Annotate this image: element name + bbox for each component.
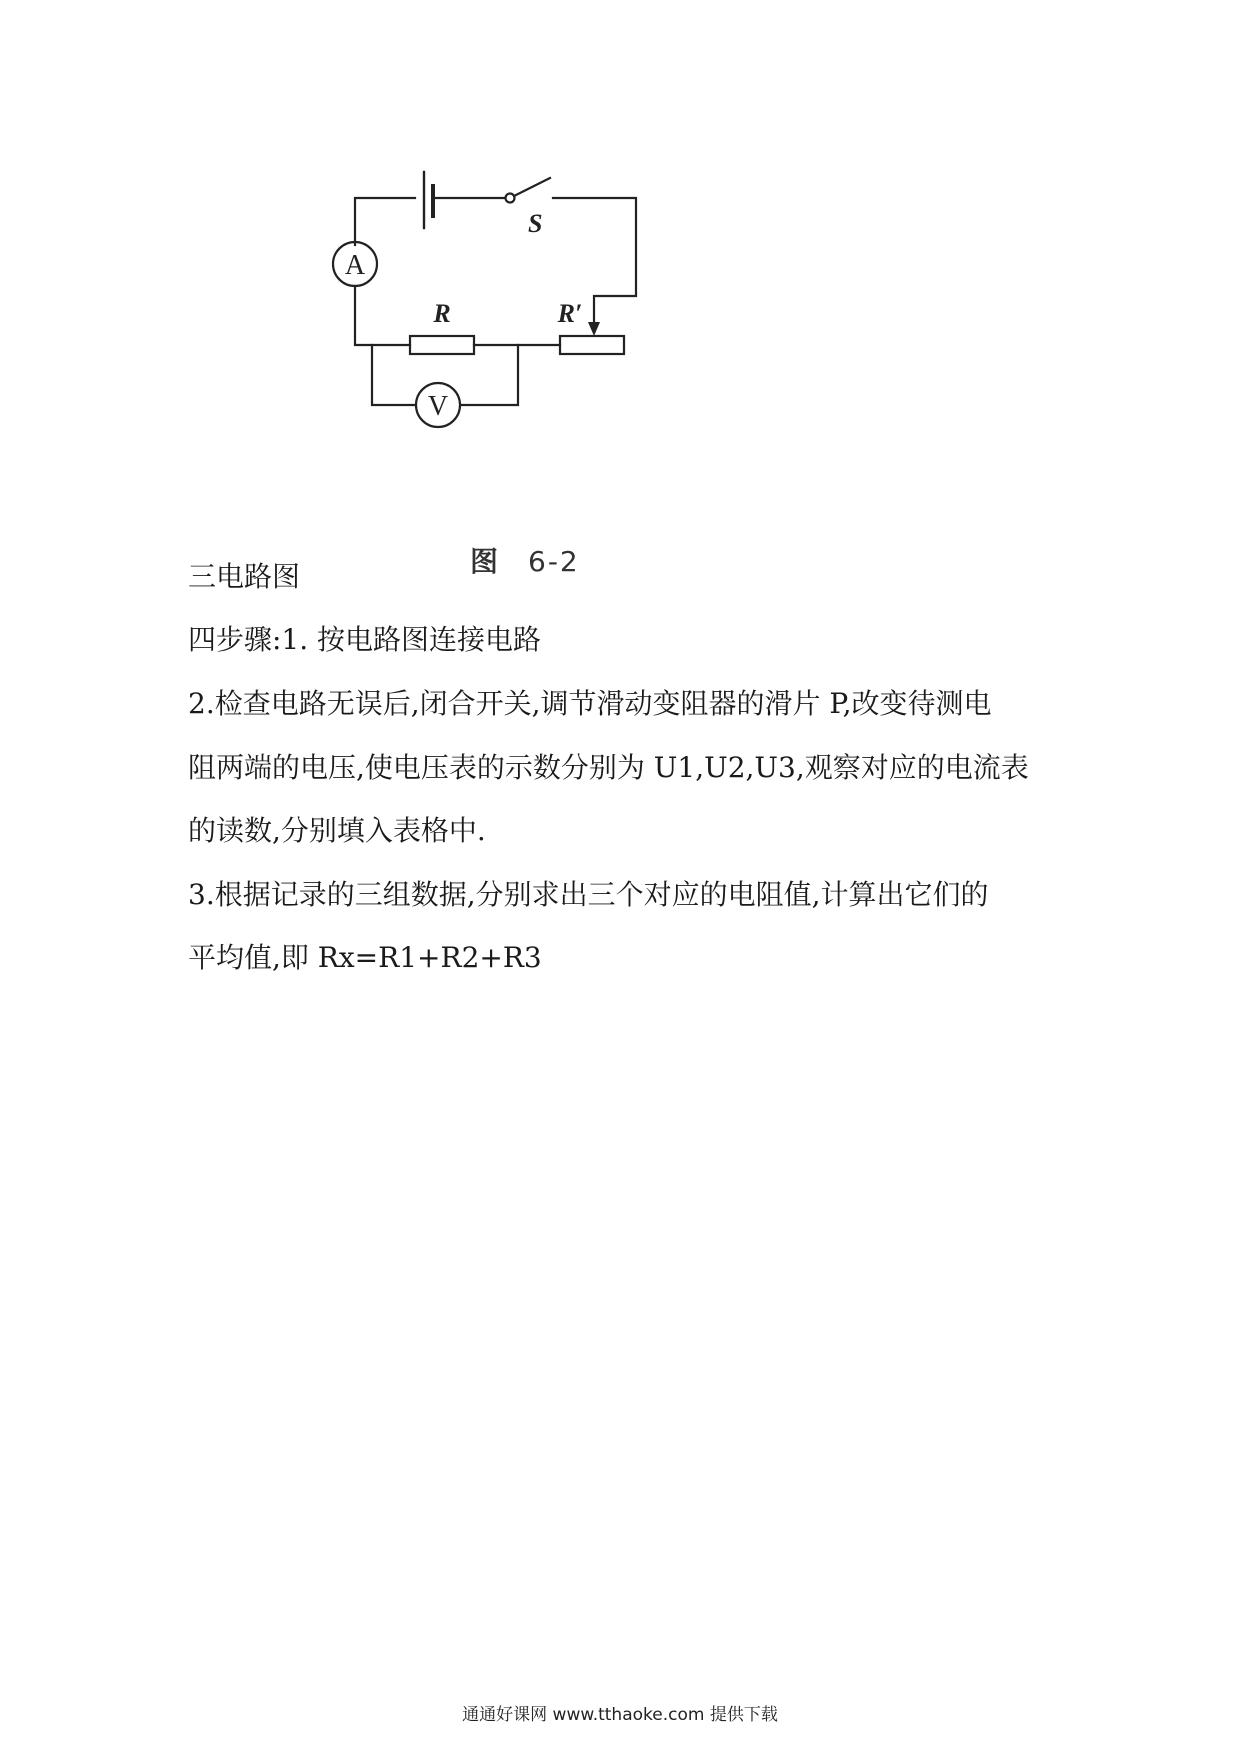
slider-arrow: [588, 322, 600, 336]
circuit-diagram: [300, 150, 740, 480]
resistor-label: R: [433, 299, 451, 328]
wire-voltmeter-left: [372, 345, 415, 405]
switch-pivot: [506, 194, 515, 203]
rheostat-label: R′: [557, 299, 583, 328]
circuit-svg: [300, 150, 740, 480]
figure-caption-number: 6-2: [528, 545, 580, 578]
switch-label: S: [528, 209, 543, 238]
step-3-line-2: 平均值,即 Rx=R1+R2+R3: [188, 941, 542, 974]
step-3-line-1: 3.根据记录的三组数据,分别求出三个对应的电阻值,计算出它们的: [188, 878, 989, 911]
wire-top-left: [355, 198, 415, 245]
wire-left-down: [355, 286, 410, 345]
section-title-steps: 四步骤:1. 按电路图连接电路: [188, 623, 542, 656]
ammeter-label: A: [344, 250, 366, 281]
step-2-line-3: 的读数,分别填入表格中.: [188, 814, 486, 847]
section-title-circuit: 三电路图: [188, 560, 301, 593]
footer-source: 通通好课网 www.tthaoke.com 提供下载: [462, 1705, 778, 1725]
figure-caption-char: 图: [470, 545, 501, 578]
step-2-line-2: 阻两端的电压,使电压表的示数分别为 U1,U2,U3,观察对应的电流表: [188, 751, 1029, 784]
voltmeter-label: V: [427, 391, 449, 422]
switch-blade: [514, 178, 550, 196]
resistor-R: [410, 336, 474, 354]
rheostat-Rprime: [560, 336, 624, 354]
figure-caption: [470, 540, 580, 580]
step-2-line-1: 2.检查电路无误后,闭合开关,调节滑动变阻器的滑片 P,改变待测电: [188, 687, 992, 720]
